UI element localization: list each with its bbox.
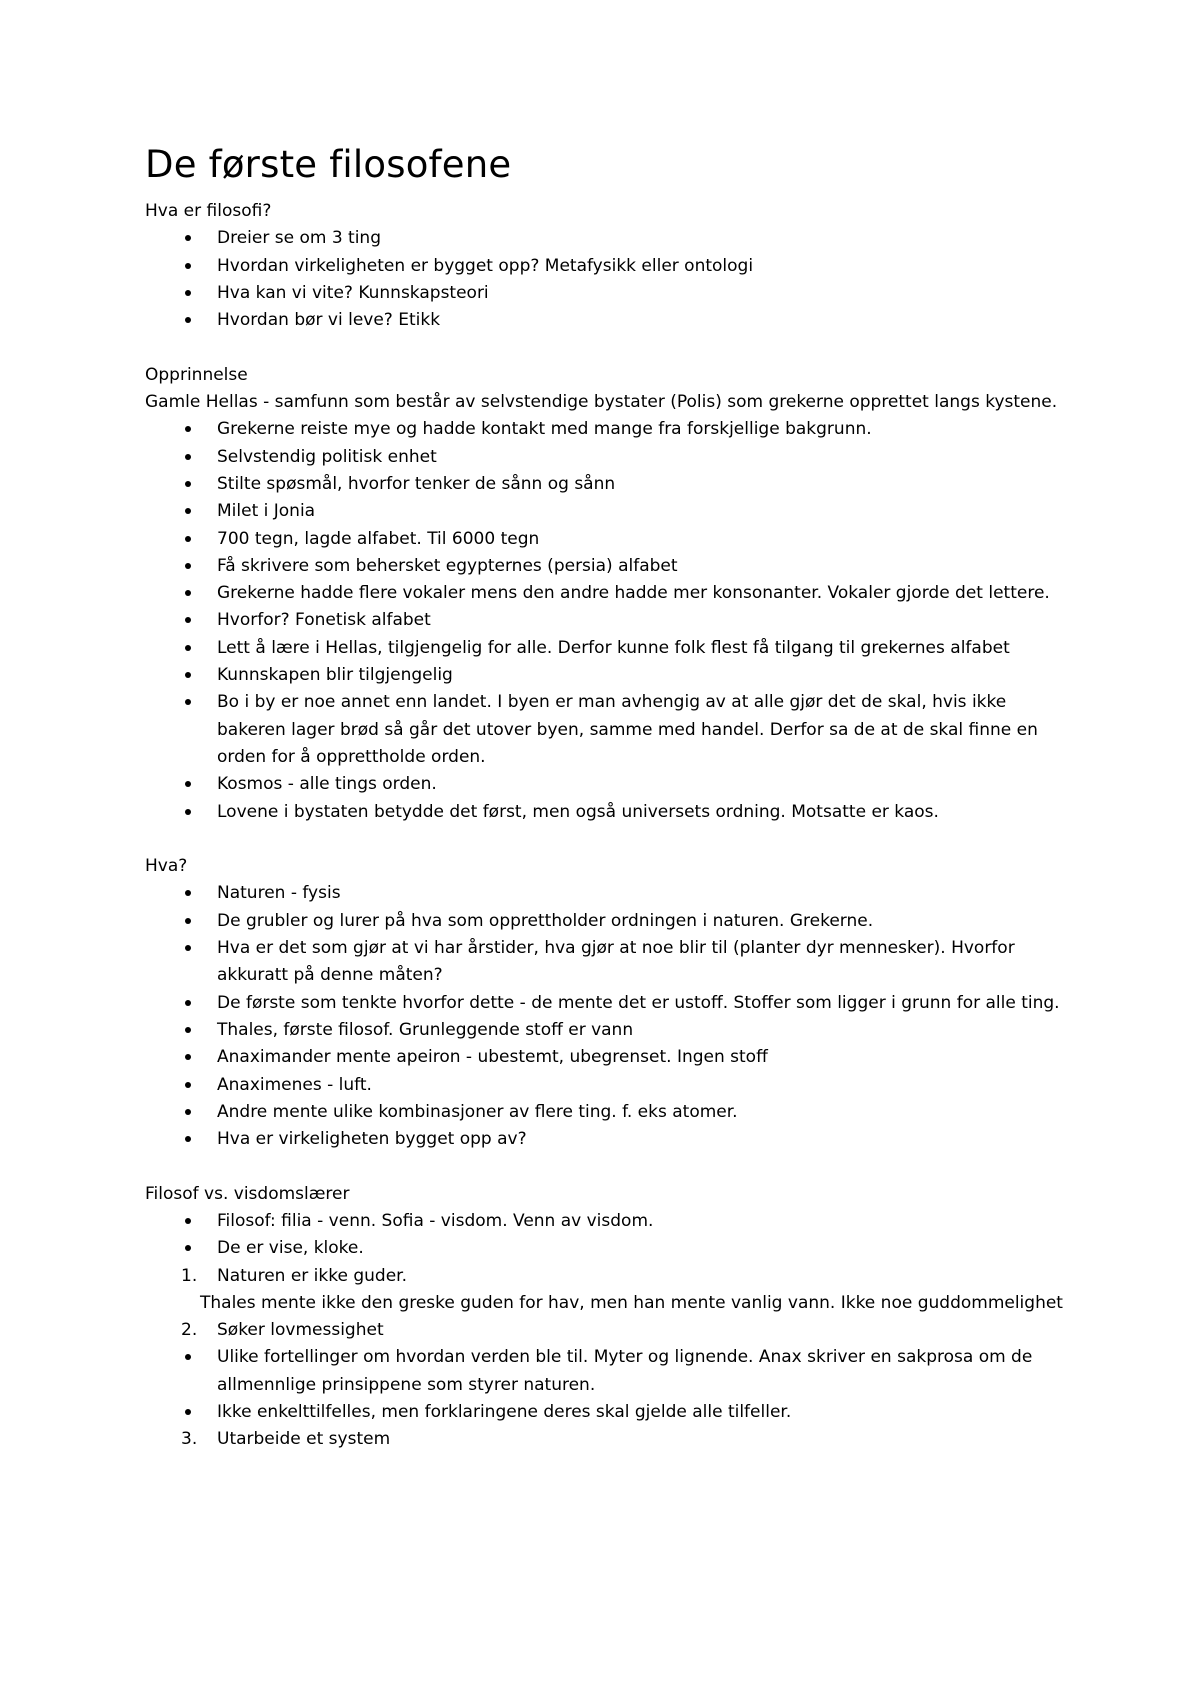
- bullet-icon: [185, 508, 191, 514]
- list-item: [145, 307, 1075, 334]
- numbered-item: [145, 1263, 1075, 1290]
- list-item: [145, 771, 1075, 798]
- list-item: [145, 498, 1075, 525]
- list-item: [145, 908, 1075, 935]
- list-item: [145, 553, 1075, 580]
- list-item-text: De første som tenkte hvorfor dette - de mente det er ustoff. Stoffer som ligger i grunn for alle ting.: [217, 992, 1060, 1013]
- list-item: [145, 799, 1075, 826]
- item-number: 2.: [181, 1320, 198, 1341]
- bullet-icon: [185, 781, 191, 787]
- list-item-text: Thales, første filosof. Grunleggende stoff er vann: [217, 1019, 634, 1040]
- paragraph-gap: [145, 334, 1075, 361]
- list-item-text: Grekerne hadde flere vokaler mens den andre hadde mer konsonanter. Vokaler gjorde det lettere.: [217, 583, 1050, 604]
- bullet-icon: [185, 1082, 191, 1088]
- list-item-text: Lovene i bystaten betydde det først, men også universets ordning. Motsatte er kaos.: [217, 801, 939, 822]
- bullet-icon: [185, 536, 191, 542]
- bullet-icon: [185, 1136, 191, 1142]
- bullet-icon: [185, 317, 191, 323]
- list-item: [145, 1235, 1075, 1262]
- list-item: [145, 416, 1075, 443]
- list-item-text: Dreier se om 3 ting: [217, 228, 381, 249]
- bullet-icon: [185, 1054, 191, 1060]
- list-item-text: De er vise, kloke.: [217, 1238, 364, 1259]
- list-item-text: 700 tegn, lagde alfabet. Til 6000 tegn: [217, 528, 540, 549]
- list-item-text: Milet i Jonia: [217, 501, 316, 522]
- list-item-text: Ulike fortellinger om hvordan verden ble til. Myter og lignende. Anax skriver en sakprosa om de allmennlige prinsippene som styrer naturen.: [217, 1347, 1033, 1395]
- list-item-text: Filosof: filia - venn. Sofia - visdom. Venn av visdom.: [217, 1210, 654, 1231]
- list-item-text: Lett å lære i Hellas, tilgjengelig for alle. Derfor kunne folk flest få tilgang til grekernes alfabet: [217, 637, 1010, 658]
- list-item-text: Hva er det som gjør at vi har årstider, hva gjør at noe blir til (planter dyr mennesker). Hvorfor akkuratt på denne måten?: [217, 938, 1015, 986]
- what-heading: Hva?: [145, 856, 188, 877]
- bullet-icon: [185, 263, 191, 269]
- list-item: [145, 471, 1075, 498]
- list-item: [145, 1399, 1075, 1426]
- point2-list: [145, 1344, 1075, 1426]
- bullet-icon: [185, 454, 191, 460]
- list-item: [145, 1099, 1075, 1126]
- item-number: 1.: [181, 1265, 198, 1286]
- list-item: [145, 444, 1075, 471]
- bullet-icon: [185, 645, 191, 651]
- bullet-icon: [185, 290, 191, 296]
- bullet-icon: [185, 1409, 191, 1415]
- bullet-icon: [185, 235, 191, 241]
- origin-paragraph: Gamle Hellas - samfunn som består av selvstendige bystater (Polis) som grekerne opprettet langs kystene.: [145, 392, 1058, 413]
- what-section: [145, 853, 1075, 1153]
- origin-list: [145, 416, 1075, 825]
- origin-section: [145, 362, 1075, 826]
- list-item: [145, 1126, 1075, 1153]
- list-item: [145, 1072, 1075, 1099]
- list-item-text: De grubler og lurer på hva som opprettholder ordningen i naturen. Grekerne.: [217, 910, 874, 931]
- bullet-icon: [185, 563, 191, 569]
- list-item: [145, 662, 1075, 689]
- bullet-icon: [185, 1218, 191, 1224]
- bullet-icon: [185, 699, 191, 705]
- numbered-item: [145, 1426, 1075, 1453]
- list-item-text: Få skrivere som behersket egypternes (persia) alfabet: [217, 555, 678, 576]
- list-item: [145, 990, 1075, 1017]
- bullet-icon: [185, 945, 191, 951]
- document-title: De første filosofene: [145, 143, 512, 186]
- bullet-icon: [185, 890, 191, 896]
- list-item-text: Stilte spøsmål, hvorfor tenker de sånn og sånn: [217, 473, 616, 494]
- bullet-icon: [185, 1354, 191, 1360]
- list-item-text: Hvordan virkeligheten er bygget opp? Metafysikk eller ontologi: [217, 255, 754, 276]
- numbered-item-text: Utarbeide et system: [217, 1429, 391, 1450]
- bullet-icon: [185, 809, 191, 815]
- list-item-text: Kunnskapen blir tilgjengelig: [217, 665, 453, 686]
- list-item-text: Bo i by er noe annet enn landet. I byen er man avhengig av at alle gjør det de skal, hvis ikke bakeren lager brød så går det utover byen, samme med handel. Derfor sa de at de skal finne en orden for å opprettholde orden.: [217, 692, 1038, 767]
- bullet-icon: [185, 672, 191, 678]
- list-item-text: Grekerne reiste mye og hadde kontakt med mange fra forskjellige bakgrunn.: [217, 419, 872, 440]
- list-item-text: Selvstendig politisk enhet: [217, 446, 437, 467]
- list-item-text: Hvordan bør vi leve? Etikk: [217, 310, 441, 331]
- numbered-item-note: Thales mente ikke den greske guden for hav, men han mente vanlig vann. Ikke noe guddommelighet: [200, 1292, 1063, 1313]
- philosopher-list: [145, 1208, 1075, 1263]
- paragraph-gap: [145, 826, 1075, 853]
- intro-heading: Hva er filosofi?: [145, 201, 272, 221]
- bullet-icon: [185, 481, 191, 487]
- list-item: [145, 580, 1075, 607]
- bullet-icon: [185, 1027, 191, 1033]
- origin-heading: Opprinnelse: [145, 364, 248, 385]
- numbered-item-text: Naturen er ikke guder.: [217, 1265, 407, 1286]
- philosopher-heading: Filosof vs. visdomslærer: [145, 1183, 350, 1204]
- intro-list: [145, 225, 1075, 334]
- document-page: [145, 140, 1075, 1454]
- bullet-icon: [185, 617, 191, 623]
- list-item: [145, 607, 1075, 634]
- paragraph-gap: [145, 1153, 1075, 1180]
- list-item: [145, 225, 1075, 252]
- list-item-text: Hva kan vi vite? Kunnskapsteori: [217, 282, 489, 303]
- bullet-icon: [185, 1109, 191, 1115]
- list-item: [145, 280, 1075, 307]
- list-item: [145, 1044, 1075, 1071]
- item-number: 3.: [181, 1429, 198, 1450]
- list-item-text: Anaximenes - luft.: [217, 1074, 372, 1095]
- list-item: [145, 253, 1075, 280]
- list-item-text: Andre mente ulike kombinasjoner av flere ting. f. eks atomer.: [217, 1101, 738, 1122]
- bullet-icon: [185, 918, 191, 924]
- what-list: [145, 880, 1075, 1153]
- list-item-text: Anaximander mente apeiron - ubestemt, ubegrenset. Ingen stoff: [217, 1047, 768, 1068]
- list-item-text: Hva er virkeligheten bygget opp av?: [217, 1129, 527, 1150]
- list-item: [145, 526, 1075, 553]
- list-item-text: Kosmos - alle tings orden.: [217, 774, 437, 795]
- numbered-item: [145, 1317, 1075, 1344]
- list-item: [145, 635, 1075, 662]
- list-item-text: Naturen - fysis: [217, 883, 341, 904]
- bullet-icon: [185, 1000, 191, 1006]
- bullet-icon: [185, 1245, 191, 1251]
- philosopher-section: [145, 1181, 1075, 1454]
- list-item: [145, 689, 1075, 771]
- list-item-text: Hvorfor? Fonetisk alfabet: [217, 610, 431, 631]
- bullet-icon: [185, 426, 191, 432]
- numbered-item-text: Søker lovmessighet: [217, 1320, 384, 1341]
- list-item: [145, 935, 1075, 990]
- list-item: [145, 1208, 1075, 1235]
- bullet-icon: [185, 590, 191, 596]
- intro-section: [145, 198, 1075, 334]
- list-item: [145, 1017, 1075, 1044]
- list-item: [145, 880, 1075, 907]
- list-item-text: Ikke enkelttilfelles, men forklaringene deres skal gjelde alle tilfeller.: [217, 1402, 792, 1423]
- list-item: [145, 1344, 1075, 1399]
